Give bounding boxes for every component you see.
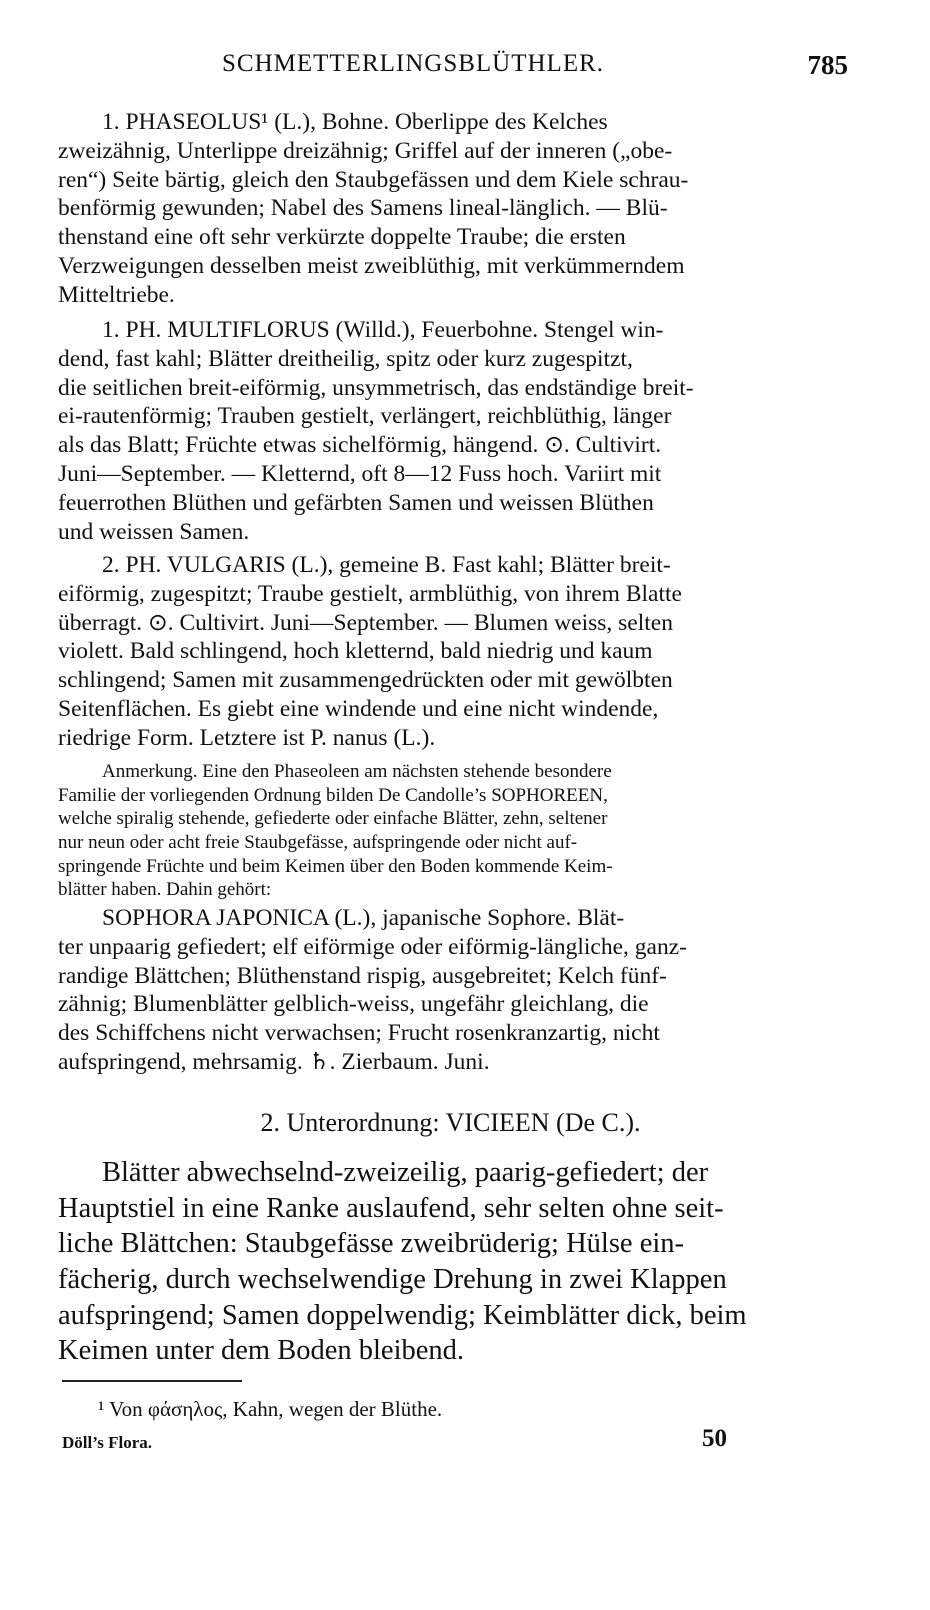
text-line: Blätter abwechselnd-zweizeilig, paarig-gefiedert; der <box>102 1157 709 1188</box>
text-line: ei-rautenförmig; Trauben gestielt, verlängert, reichblüthig, länger <box>58 403 672 430</box>
text-line: riedrige Form. Letztere ist P. nanus (L.). <box>58 724 436 751</box>
text-line: fächerig, durch wechselwendige Drehung in zwei Klappen <box>58 1264 727 1296</box>
page-number: 785 <box>807 50 848 80</box>
genus-phaseolus-paragraph <box>58 108 843 310</box>
text-line: SOPHORA JAPONICA (L.), japanische Sophore. Blät- <box>102 905 625 931</box>
text-line: und weissen Samen. <box>58 518 250 545</box>
text-line: dend, fast kahl; Blätter dreitheilig, spitz oder kurz zugespitzt, <box>58 345 633 372</box>
text-line: 1. PHASEOLUS¹ (L.), Bohne. Oberlippe des Kelches <box>102 109 608 135</box>
text-line: feuerrothen Blüthen und gefärbten Samen und weissen Blüthen <box>58 489 654 516</box>
text-line: aufspringend; Samen doppelwendig; Keimblätter dick, beim <box>58 1299 747 1331</box>
text-line: violett. Bald schlingend, hoch kletternd, bald niedrig und kaum <box>58 638 653 665</box>
anmerkung-note <box>58 760 843 902</box>
text-line: des Schiffchens nicht verwachsen; Frucht rosenkranzartig, nicht <box>58 1020 660 1047</box>
text-line: springende Früchte und beim Keimen über den Boden kommende Keim- <box>58 855 613 877</box>
signature-number: 50 <box>702 1425 727 1452</box>
sophora-paragraph <box>58 904 843 1077</box>
footnote: ¹ Von φάσηλος, Kahn, wegen der Blüthe. <box>98 1397 443 1421</box>
text-line: überragt. ⊙. Cultivirt. Juni—September. — Blumen weiss, selten <box>58 609 673 636</box>
text-line: Mitteltriebe. <box>58 281 175 308</box>
text-line: randige Blättchen; Blüthenstand rispig, ausgebreitet; Kelch fünf- <box>58 962 667 989</box>
text-line: Juni—September. — Kletternd, oft 8—12 Fuss hoch. Variirt mit <box>58 460 662 487</box>
text-line: welche spiralig stehende, gefiederte oder einfache Blätter, zehn, seltener <box>58 808 608 830</box>
text-line: die seitlichen breit-eiförmig, unsymmetrisch, das endständige breit- <box>58 374 694 401</box>
signature-mark: Döll’s Flora. <box>62 1433 153 1452</box>
text-line: Anmerkung. Eine den Phaseoleen am nächsten stehende besondere <box>102 761 612 782</box>
text-line: blätter haben. Dahin gehört: <box>58 879 272 901</box>
running-title: SCHMETTERLINGSBLÜTHLER. <box>222 50 605 77</box>
text-line: 1. PH. MULTIFLORUS (Willd.), Feuerbohne. Stengel win- <box>102 317 664 343</box>
text-line: thenstand eine oft sehr verkürzte doppelte Traube; die ersten <box>58 224 626 251</box>
text-line: nur neun oder acht freie Staubgefässe, aufspringende oder nicht auf- <box>58 832 578 854</box>
text-line: ren“) Seite bärtig, gleich den Staubgefässen und dem Kiele schrau- <box>58 166 689 193</box>
vicieen-paragraph <box>58 1155 843 1369</box>
text-line: Familie der vorliegenden Ordnung bilden De Candolle’s SOPHOREEN, <box>58 784 608 806</box>
text-line: Hauptstiel in eine Ranke auslaufend, sehr selten ohne seit- <box>58 1192 724 1224</box>
text-line: schlingend; Samen mit zusammengedrückten oder mit gewölbten <box>58 667 673 694</box>
text-line: Keimen unter dem Boden bleibend. <box>58 1335 465 1367</box>
text-line: zähnig; Blumenblätter gelblich-weiss, ungefähr gleichlang, die <box>58 991 649 1018</box>
text-line: liche Blättchen: Staubgefässe zweibrüderig; Hülse ein- <box>58 1228 684 1260</box>
text-line: als das Blatt; Früchte etwas sichelförmig, hängend. ⊙. Cultivirt. <box>58 432 662 459</box>
text-line: 2. PH. VULGARIS (L.), gemeine B. Fast kahl; Blätter breit- <box>102 552 671 578</box>
text-line: ter unpaarig gefiedert; elf eiförmige oder eiförmig-längliche, ganz- <box>58 933 687 960</box>
species-vulgaris-paragraph <box>58 551 843 753</box>
text-line: benförmig gewunden; Nabel des Samens lineal-länglich. — Blü- <box>58 195 668 222</box>
text-line: Seitenflächen. Es giebt eine windende und eine nicht windende, <box>58 695 659 722</box>
footnote-rule <box>62 1380 242 1382</box>
text-line: aufspringend, mehrsamig. ♄. Zierbaum. Juni. <box>58 1048 490 1075</box>
section-heading: 2. Unterordnung: VICIEEN (De C.). <box>260 1108 641 1137</box>
species-multiflorus-paragraph <box>58 316 843 546</box>
subheading-vicieen <box>58 1107 843 1139</box>
text-line: eiförmig, zugespitzt; Traube gestielt, armblüthig, von ihrem Blatte <box>58 580 682 607</box>
text-line: zweizähnig, Unterlippe dreizähnig; Griffel auf der inneren („obe- <box>58 137 673 164</box>
running-header <box>60 50 850 90</box>
text-line: Verzweigungen desselben meist zweiblüthig, mit verkümmerndem <box>58 252 685 279</box>
